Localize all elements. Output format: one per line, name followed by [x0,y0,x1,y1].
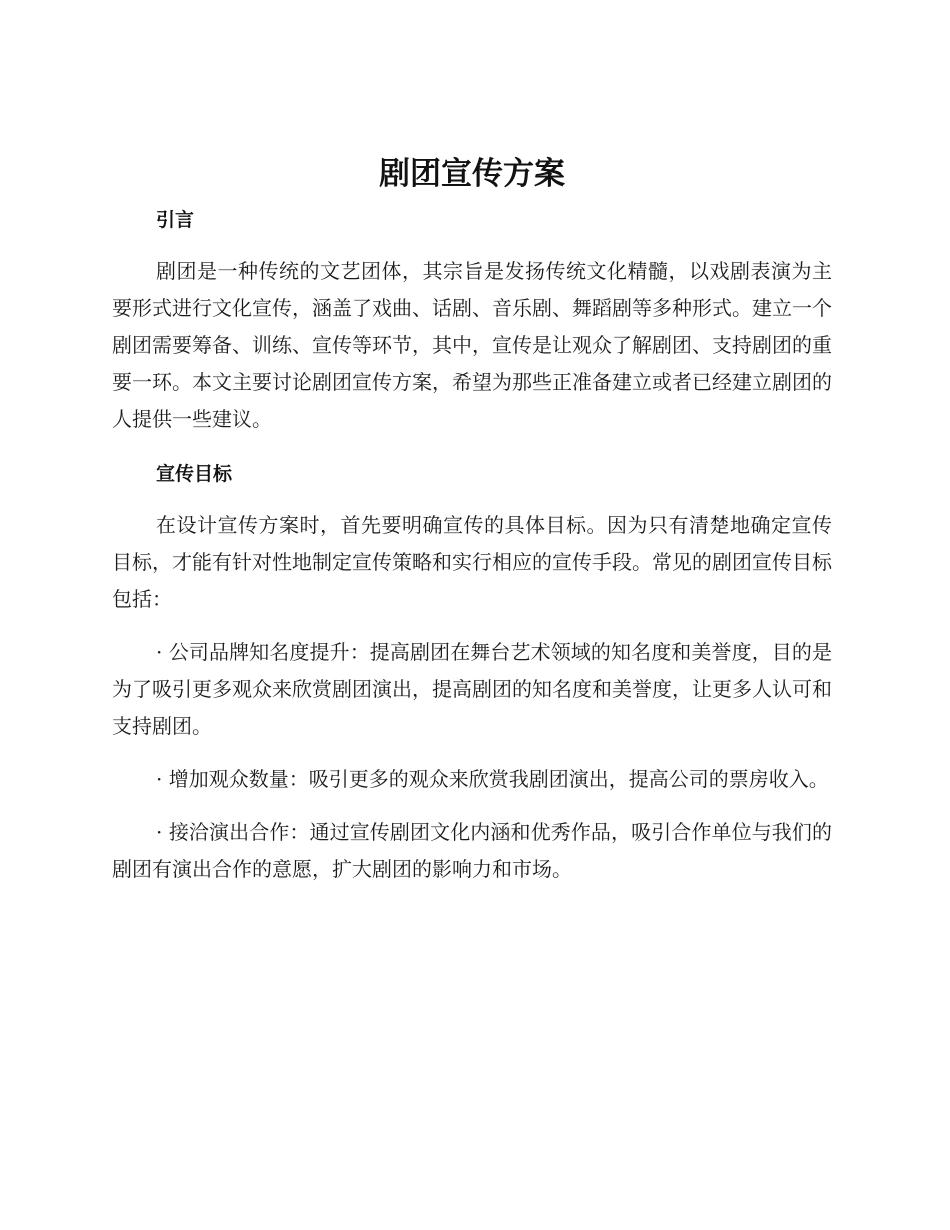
intro-paragraph: 剧团是一种传统的文艺团体，其宗旨是发扬传统文化精髓，以戏剧表演为主要形式进行文化宣传，涵盖了戏曲、话剧、音乐剧、舞蹈剧等多种形式。建立一个剧团需要筹备、训练、宣传等环节，其中，宣传是让观众了解剧团、支持剧团的重要一环。本文主要讨论剧团宣传方案，希望为那些正准备建立或者已经建立剧团的人提供一些建议。 [112,259,832,431]
section-heading-goals: 宣传目标 [156,463,233,485]
document-title: 剧团宣传方案 [379,156,565,192]
section-heading-intro: 引言 [156,209,195,231]
goal-bullet-partnerships: · 接洽演出合作：通过宣传剧团文化内涵和优秀作品，吸引合作单位与我们的剧团有演出合作的意愿，扩大剧团的影响力和市场。 [112,820,832,881]
document-page [112,148,832,888]
goals-paragraph: 在设计宣传方案时，首先要明确宣传的具体目标。因为只有清楚地确定宣传目标，才能有针对性地制定宣传策略和实行相应的宣传手段。常见的剧团宣传目标包括： [112,513,832,611]
goal-bullet-audience-growth: · 增加观众数量：吸引更多的观众来欣赏我剧团演出，提高公司的票房收入。 [156,767,829,791]
goal-bullet-brand-awareness: · 公司品牌知名度提升：提高剧团在舞台艺术领域的知名度和美誉度，目的是为了吸引更多观众来欣赏剧团演出，提高剧团的知名度和美誉度，让更多人认可和支持剧团。 [112,640,832,738]
